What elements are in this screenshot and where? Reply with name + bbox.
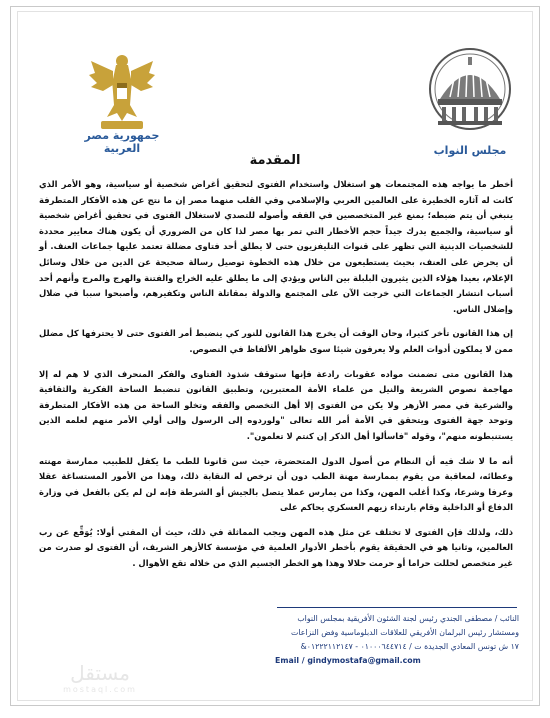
paragraph-5: ذلك، ولذلك فإن الفتوى لا تختلف عن مثل هذه المهن ويجب المماثلة في ذلك، حيث أن المفتي أولا: يُوَقِّع عن رب العالمين، وثانيا هو في الحقيقة يقوم بأخطر الأدوار العلمية في مؤسسة كالأزهر الشريف، أن الفتوى لو صدرت من غير متخصص لحللت حراما أو حرمت حلالا وهذا هو الخطر الجسيم الذي من خلاله تقع الأهوال . bbox=[39, 526, 513, 569]
eagle-icon bbox=[87, 51, 157, 133]
document-title: المقدمة bbox=[249, 153, 301, 168]
paragraph-4: أنه ما لا شك فيه أن النظام من أصول الدول المتحضرة، حيث سن قانونا للطب ما يكفل للطبيب ممارسة مهنته وعطائه، لمعاقبة من يقوم بممارسة مهنة الطب دون أن ترخص له النقابة ذلك، وهذا من الأمور المستساغة عقلا وعرفا وشرعا، وكذا أغلب المهن، وكذا من يمارس عملا يتصل بالجيش أو الشرطة فإنه لن لم يكن بالفعل في وزارة الدفاع أو الداخلية وقام بارتداء زيهم العسكري يحاكم على bbox=[39, 455, 513, 513]
paragraph-3: هذا القانون متى تضمنت مواده عقوبات رادعة فإنها ستوقف شذوذ الفتاوى والفكر المنحرف الذي لا هم له إلا مهاجمة نصوص الشريعة والنيل من علماء الأمة المعتبرين، وتطبيق القانون تنضبط الساحة الفكرية والثقافية والشرعية في مصر الأزهر ولا يكن من الفتوى إلا أهل التخصص والفقه وتخلو الساحة من هذه الأفكار المتطرفة وتوحد جهة الفتوى ويتحقق في الأمة أمر الله تعالى "ولوردوه إلى الرسول وإلى أولي الأمر منهم لعلمه الذين يستنبطونه منهم"، وقوله "فاسألوا أهل الذكر إن كنتم لا تعلمون". bbox=[39, 368, 513, 441]
contact-divider bbox=[277, 607, 517, 608]
right-logo-caption: مجلس النواب bbox=[433, 144, 507, 157]
parliament-dome-icon bbox=[422, 47, 518, 133]
document-body bbox=[39, 177, 513, 581]
watermark-text: مستقل bbox=[70, 661, 130, 685]
parliament-logo bbox=[419, 47, 521, 157]
paragraph-2: إن هذا القانون تأخر كثيرا، وحان الوقت أن يخرج هذا القانون للنور كي ينضبط أمر الفتوى حتى لا يحترفها كل مضلل ممن لا يملكون أدوات العلم ولا يعرفون شيئا سوى ظواهر الألفاظ في النصوص. bbox=[39, 328, 513, 354]
contact-block bbox=[275, 612, 519, 682]
watermark-subtext: mostaql.com bbox=[63, 685, 137, 694]
contact-title-line: ومستشار رئيس البرلمان الأفريقي للعلاقات الدبلوماسية وفض النزاعات bbox=[291, 628, 519, 637]
watermark-logo bbox=[35, 661, 165, 703]
paragraph-1: أخطر ما يواجه هذه المجتمعات هو استغلال واستخدام الفتوى لتحقيق أغراض شخصية أو سياسية، وهو الأمر الذي كانت له آثاره الخطيرة على العالمين العربي والإسلامي وفي القلب منهما مصر إن ما نتج عن هذه الأفكار المتطرفة ينبغي أن يتم ضبطه؛ بمنع غير المتخصصين في الفقه وأصوله للتصدي لاستغلال الفتوى في تحقيق أغراض شخصية أو سياسية، والجميع يدرك جيداً حجم الأخطار التي تمر بها مصر لذا كان من الضروري أن يكون هناك معايير محددة للشخصيات الدينية التي تظهر على قنوات التليفزيون حتى لا يطلق أحد فتاوى مضللة تعتمد عليها جماعات العنف. أو أن يحرض على العنف، بحيث يستطيعون من خلال هذه الخطوة توصيل رسالة صحيحة عن الدين من خلال وسائل الإعلام، بعيدا هؤلاء الذين يثيرون البلبلة بين الناس ويؤدي إلى ما يطلق عليه الخراج والفتنة والهرج والمرج وأنهم أحد أسباب انتشار الجماعات التي خرجت الآن على المجتمع والدولة بمقاتلة الناس وتكفيرهم، وأصبحوا سببا في ضلال وإضلال الناس. bbox=[39, 179, 513, 314]
left-logo-caption: جمهورية مصر العربية bbox=[84, 129, 160, 155]
contact-address-line: ١٧ ش تونس المعادي الجديدة ت / ٠١٠٠٠٦٤٤٧١٤ - ٠١٢٢٢١١٢١٤٧& bbox=[300, 642, 519, 651]
egypt-emblem-logo bbox=[67, 51, 177, 155]
document-page bbox=[10, 6, 540, 706]
contact-email: Email / gindymostafa@gmail.com bbox=[275, 656, 421, 665]
contact-name-line: النائب / مصطفى الجندي رئيس لجنة الشئون الأفريقية بمجلس النواب bbox=[297, 614, 519, 623]
